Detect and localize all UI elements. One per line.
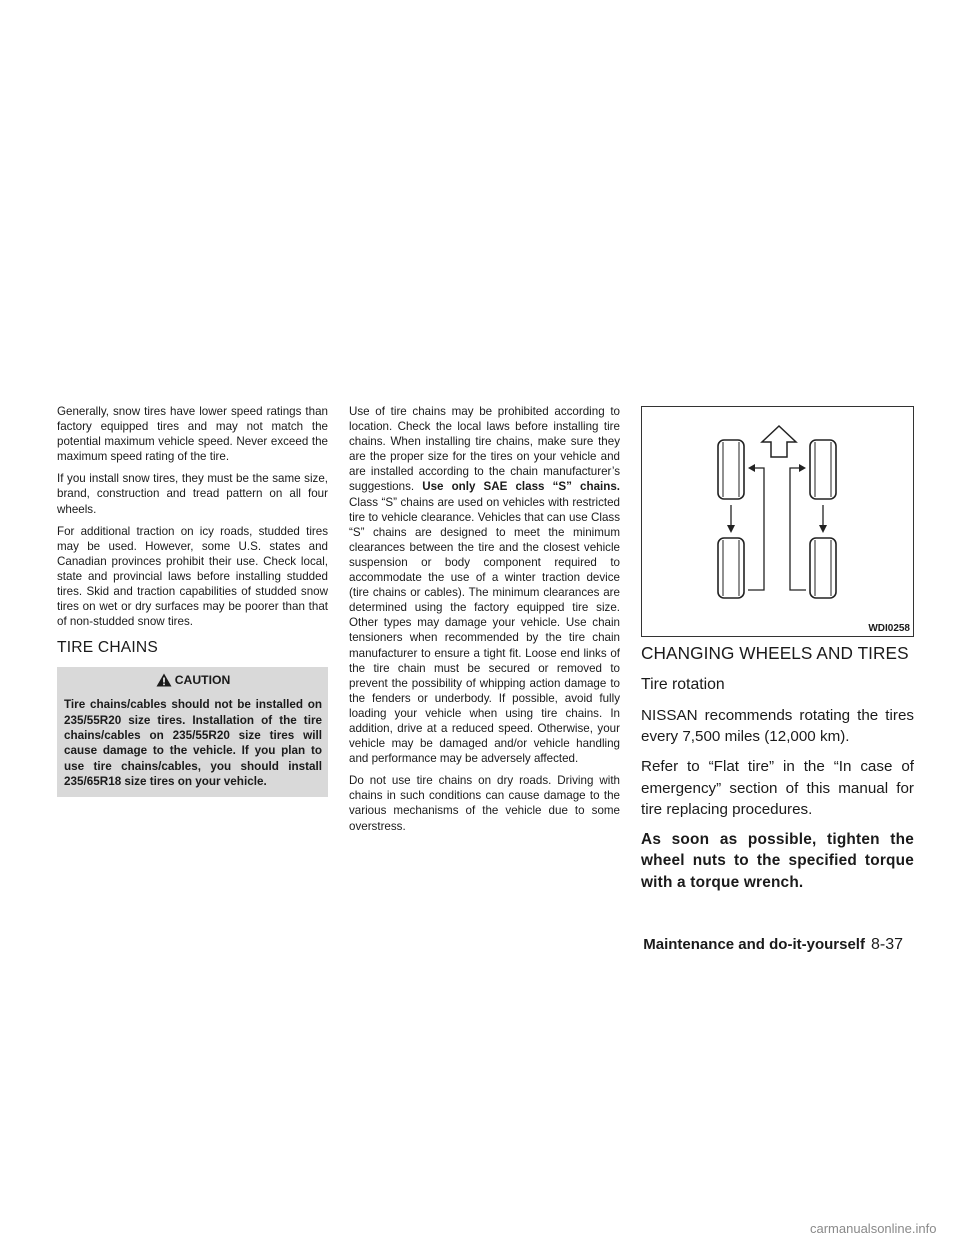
caution-text: Tire chains/cables should not be installed on 235/55R20 size tires. Installation of the tire chains/cables on 235/55R20 size tires will cause damage to the vehicle. If you plan to use tire chains/cables, you should install 235/65R18 size tires on your vehicle. bbox=[64, 698, 322, 788]
heading-changing-wheels: CHANGING WHEELS AND TIRES bbox=[641, 643, 909, 663]
right-column bbox=[641, 406, 914, 893]
front-right-tire bbox=[810, 440, 836, 499]
paragraph-studded-tires: For additional traction on icy roads, studded tires may be used. However, some U.S. states and Canadian provinces prohibit their use. Check local, state and provincial laws before installing studded tires. Skid and traction capabilities of studded snow tires on wet or dry surfaces may be poorer than that of non-studded snow tires. bbox=[57, 524, 328, 629]
paragraph-flat-tire-reference: Refer to “Flat tire” in the “In case of emergency” section of this manual for tire replacing procedures. bbox=[641, 758, 914, 818]
paragraph-dry-roads: Do not use tire chains on dry roads. Driving with chains in such conditions can cause damage to the various mechanisms of the vehicle due to some overstress. bbox=[349, 774, 620, 833]
front-left-tire bbox=[718, 440, 744, 499]
paragraph-snow-tire-size: If you install snow tires, they must be the same size, brand, construction and tread pattern on all four wheels. bbox=[57, 472, 328, 516]
tire-rotation-svg bbox=[642, 407, 913, 636]
figure-label: WDI0258 bbox=[868, 623, 910, 634]
forward-arrow-icon bbox=[762, 426, 796, 457]
page-number: 8-37 bbox=[870, 936, 903, 953]
paragraph-snow-tire-speed: Generally, snow tires have lower speed ratings than factory equipped tires and may not match the potential maximum vehicle speed. Never exceed the maximum speed rating of the tire. bbox=[57, 405, 328, 464]
paragraph-tire-chain-usage bbox=[349, 404, 620, 766]
rear-right-tire bbox=[810, 538, 836, 598]
caution-title: CAUTION bbox=[174, 673, 231, 688]
page-footer bbox=[643, 936, 903, 954]
rear-to-front-arrows bbox=[748, 464, 806, 590]
heading-tire-chains: TIRE CHAINS bbox=[57, 639, 158, 657]
footer-section-title: Maintenance and do-it-yourself bbox=[643, 936, 865, 953]
watermark: carmanualsonline.info bbox=[810, 1221, 937, 1236]
paragraph-torque-warning: As soon as possible, tighten the wheel nuts to the specified torque with a torque wrench. bbox=[641, 831, 914, 891]
left-column bbox=[57, 404, 328, 797]
caution-header bbox=[64, 673, 322, 687]
front-to-rear-arrows bbox=[727, 505, 827, 533]
warning-icon bbox=[156, 673, 172, 687]
sae-class-s-emphasis: Use only SAE class “S” chains. bbox=[422, 480, 620, 494]
chain-usage-text-b: Class “S” chains are used on vehicles with restricted tire to vehicle clearance. Vehicles that can use Class “S” chains are designed to meet the minimum clearances between the tire and the closest vehicle suspension or body component required to accommodate the use of a winter traction device (tire chains or cables). The minimum clearances are determined using the factory equipped tire size. Other types may damage your vehicle. Use chain tensioners when recommended by the tire chain manufacturer to ensure a tight fit. Loose end links of the tire chain must be secured or removed to prevent the possibility of whipping action damage to the fenders or underbody. If possible, avoid fully loading your vehicle when using tire chains. In addition, drive at a reduced speed. Otherwise, your vehicle may be damaged and/or vehicle handling and performance may be adversely affected. bbox=[349, 495, 620, 766]
tire-rotation-diagram bbox=[641, 406, 914, 637]
middle-column bbox=[349, 404, 620, 841]
rear-left-tire bbox=[718, 538, 744, 598]
chain-usage-text-a: Use of tire chains may be prohibited according to location. Check the local laws before installing tire chains. When installing tire chains, make sure they are the proper size for the tires on your vehicle and are installed according to the chain manufacturer’s suggestions. bbox=[349, 405, 620, 494]
subheading-tire-rotation: Tire rotation bbox=[641, 676, 725, 693]
caution-box bbox=[57, 667, 328, 797]
paragraph-rotation-interval: NISSAN recommends rotating the tires every 7,500 miles (12,000 km). bbox=[641, 707, 914, 746]
